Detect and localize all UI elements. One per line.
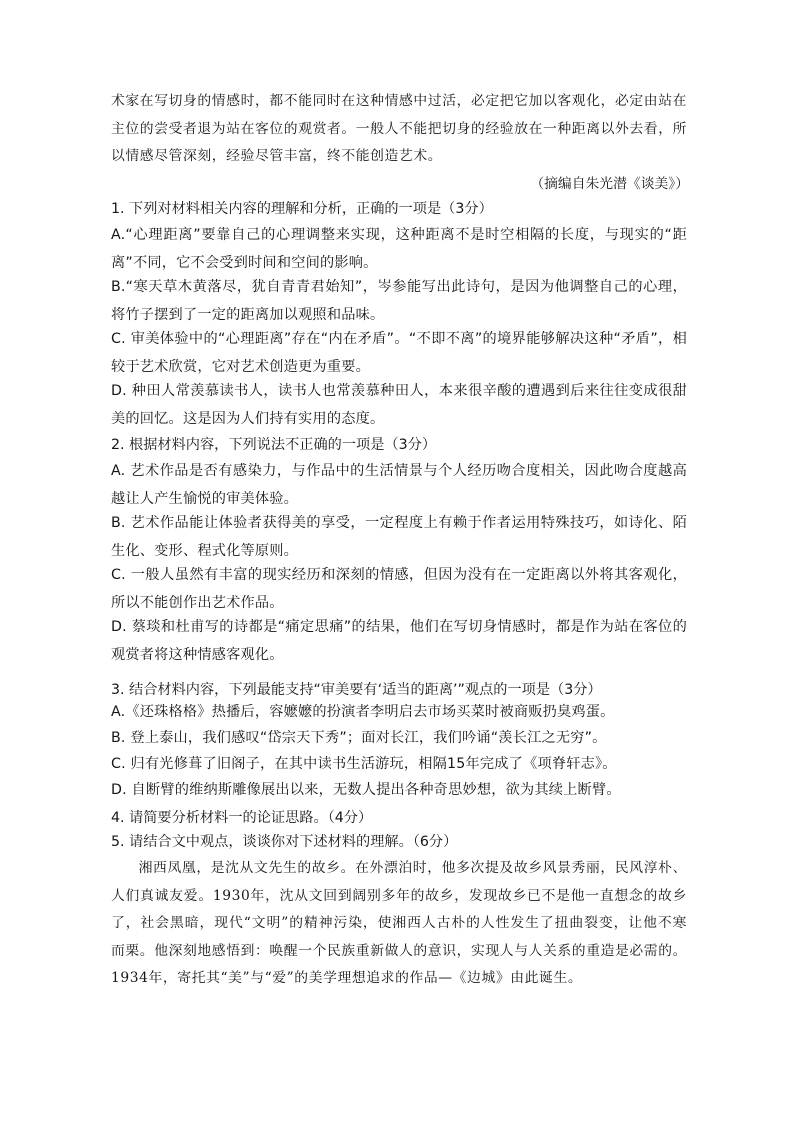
question-3-option-b: B. 登上泰山，我们感叹“岱宗天下秀”；面对长江，我们吟诵“羡长江之无穷”。 — [111, 730, 607, 746]
question-1-option-d: D. 种田人常羡慕读书人，读书人也常羡慕种田人，本来很辛酸的遭遇到后来往往变成很甜美的回忆。这是因为人们持有实用的态度。 — [111, 383, 687, 427]
question-2-option-c: C. 一般人虽然有丰富的现实经历和深刻的情感，但因为没有在一定距离以外将其客观化，所以不能创作出艺术作品。 — [111, 567, 687, 611]
question-3-option-d: D. 自断臂的维纳斯雕像展出以来，无数人提出各种奇思妙想，欲为其续上断臂。 — [111, 782, 621, 798]
question-3-stem: 3. 结合材料内容，下列最能支持“审美要有‘适当的距离’”观点的一项是（3分） — [111, 682, 602, 698]
excerpt-text: 术家在写切身的情感时，都不能同时在这种情感中过活，必定把它加以客观化，必定由站在主位的尝受者退为站在客位的观赏者。一般人不能把切身的经验放在一种距离以外去看，所以情感尽管深刻，经验尽管丰富，终不能创造艺术。 — [111, 93, 687, 165]
question-4-stem: 4. 请简要分析材料一的论证思路。（4分） — [111, 810, 373, 826]
question-2-option-a: A. 艺术作品是否有感染力，与作品中的生活情景与个人经历吻合度相关，因此吻合度越高越让人产生愉悦的审美体验。 — [111, 463, 687, 507]
excerpt-source: （摘编自朱光潜《谈美》） — [530, 176, 689, 192]
question-3-option-c: C. 归有光修葺了旧阁子，在其中读书生活游玩，相隔15年完成了《项脊轩志》。 — [111, 756, 617, 772]
question-2-option-d: D. 蔡琰和杜甫写的诗都是“痛定思痛”的结果，他们在写切身情感时，都是作为站在客位的观赏者将这种情感客观化。 — [111, 619, 687, 663]
question-2-option-b: B. 艺术作品能让体验者获得美的享受，一定程度上有赖于作者运用特殊技巧，如诗化、陌生化、变形、程式化等原则。 — [111, 515, 687, 559]
question-1-option-a: A.“心理距离”要靠自己的心理调整来实现，这种距离不是时空相隔的长度，与现实的“距离”不同，它不会受到时间和空间的影响。 — [111, 227, 687, 271]
question-5-stem: 5. 请结合文中观点，谈谈你对下述材料的理解。（6分） — [111, 834, 458, 850]
question-3-option-a: A.《还珠格格》热播后，容嬷嬷的扮演者李明启去市场买菜时被商贩扔臭鸡蛋。 — [111, 704, 615, 720]
question-2-stem: 2. 根据材料内容，下列说法不正确的一项是（3分） — [111, 437, 437, 453]
question-5-material: 湘西凤凰，是沈从文先生的故乡。在外漂泊时，他多次提及故乡风景秀丽，民风淳朴、人们真诚友爱。1930年，沈从文回到阔别多年的故乡，发现故乡已不是他一直想念的故乡了，社会黑暗，现代“文明”的精神污染，使湘西人古朴的人性发生了扭曲裂变，让他不寒而栗。他深刻地感悟到：唤醒一个民族重新做人的意识，实现人与人关系的重造是必需的。1934年，寄托其“美”与“爱”的美学理想追求的作品—《边城》由此诞生。 — [111, 860, 687, 987]
question-1-stem: 1. 下列对材料相关内容的理解和分析，正确的一项是（3分） — [111, 201, 493, 217]
question-1-option-c: C. 审美体验中的“心理距离”存在“内在矛盾”。“不即不离”的境界能够解决这种“矛盾”，相较于艺术欣赏，它对艺术创造更为重要。 — [111, 331, 687, 375]
question-1-option-b: B.“寒天草木黄落尽，犹自青青君始知”，岑参能写出此诗句，是因为他调整自己的心理，将竹子摆到了一定的距离加以观照和品味。 — [111, 279, 687, 323]
